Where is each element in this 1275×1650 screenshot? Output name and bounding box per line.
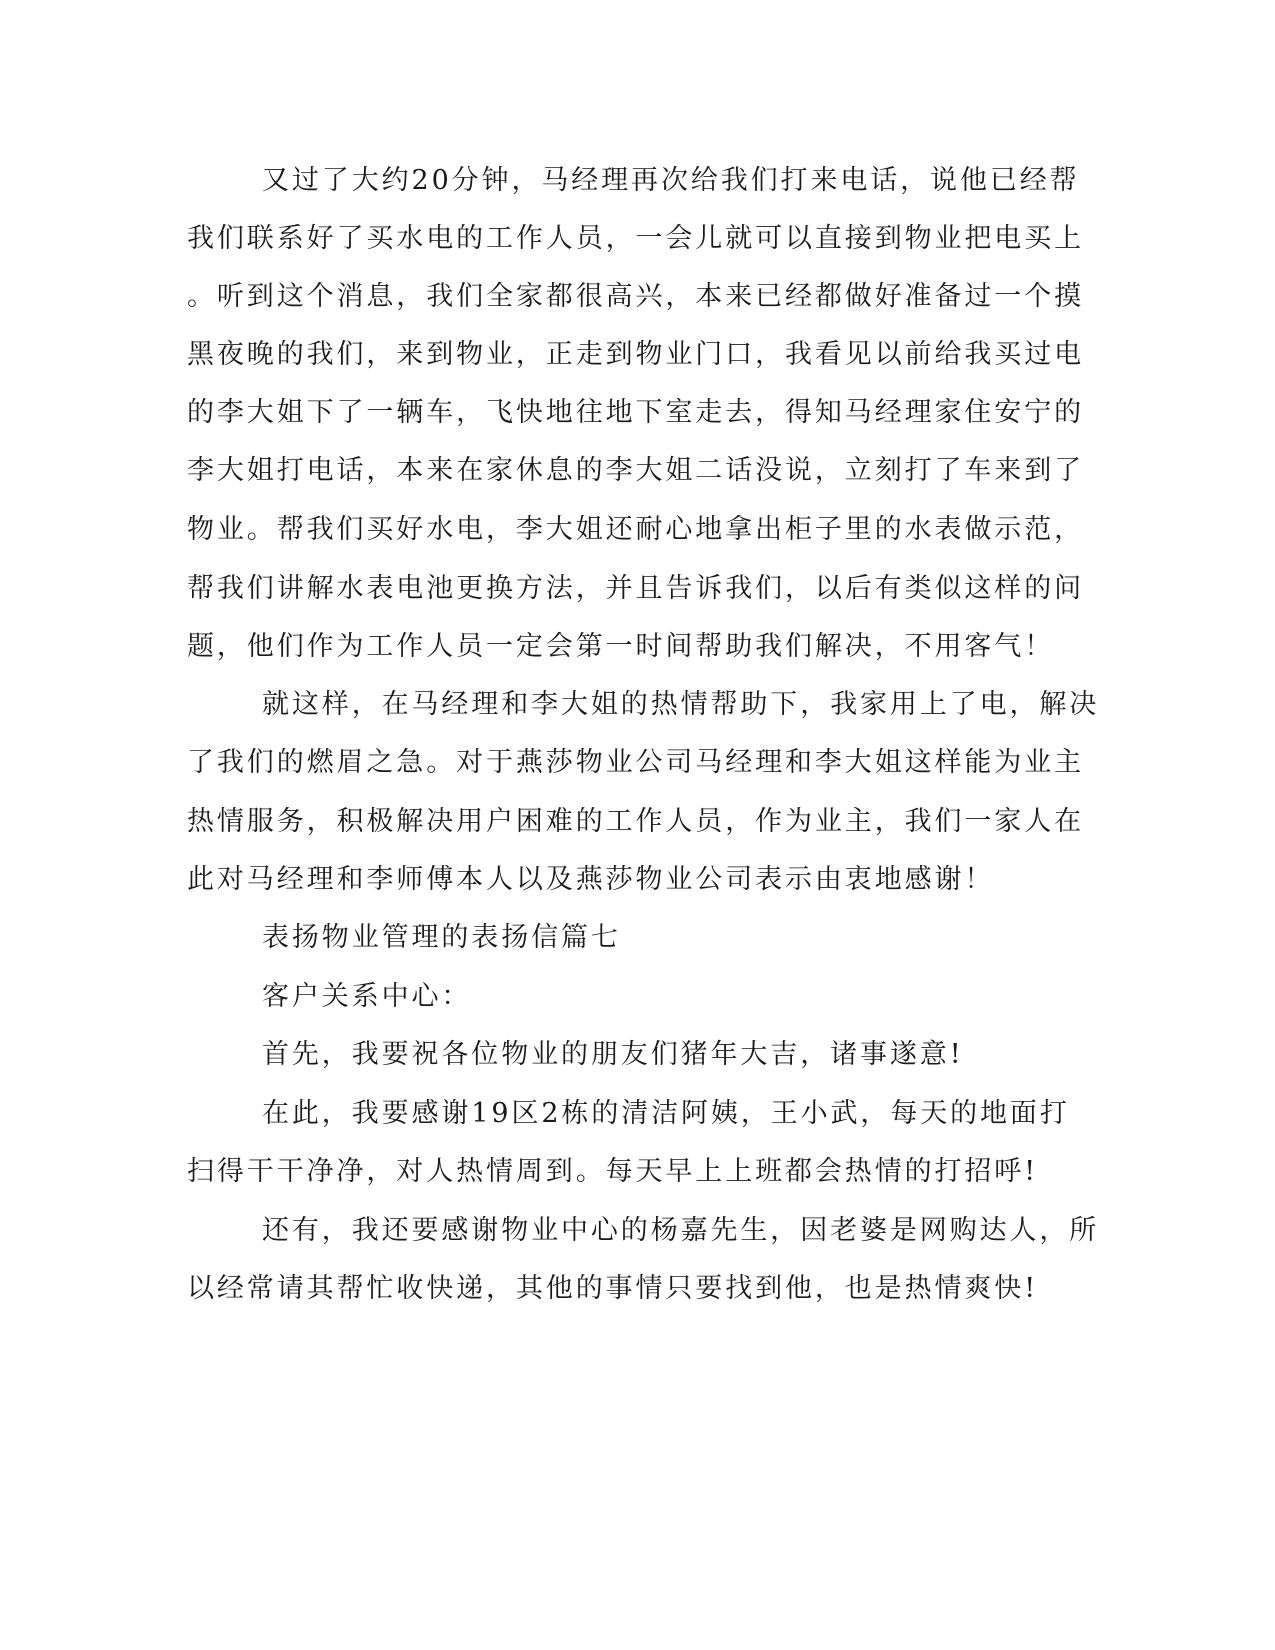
paragraph-2-line-3: 热情服务，积极解决用户困难的工作人员，作为业主，我们一家人在 xyxy=(187,806,1084,837)
paragraph-2-line-4: 此对马经理和李师傅本人以及燕莎物业公司表示由衷地感谢！ xyxy=(187,864,995,895)
paragraph-1-line-1: 又过了大约20分钟，马经理再次给我们打来电话，说他已经帮 xyxy=(262,165,1080,196)
paragraph-1-line-5: 的李大姐下了一辆车，飞快地往地下室走去，得知马经理家住安宁的 xyxy=(187,397,1084,428)
paragraph-thanks-cleaner-line-2: 扫得干干净净，对人热情周到。每天早上上班都会热情的打招呼! xyxy=(187,1156,1038,1187)
paragraph-1-line-4: 黑夜晚的我们，来到物业，正走到物业门口，我看见以前给我买过电 xyxy=(187,339,1084,370)
paragraph-1-line-7: 物业。帮我们买好水电，李大姐还耐心地拿出柜子里的水表做示范， xyxy=(187,514,1084,545)
paragraph-thanks-staff-line-1: 还有，我还要感谢物业中心的杨嘉先生，因老婆是网购达人，所 xyxy=(262,1215,1100,1246)
paragraph-1-line-8: 帮我们讲解水表电池更换方法，并且告诉我们，以后有类似这样的问 xyxy=(187,573,1084,604)
paragraph-2-line-2: 了我们的燃眉之急。对于燕莎物业公司马经理和李大姐这样能为业主 xyxy=(187,747,1084,778)
salutation: 客户关系中心： xyxy=(262,981,472,1012)
paragraph-2-line-1: 就这样，在马经理和李大姐的热情帮助下，我家用上了电，解决 xyxy=(262,689,1100,720)
paragraph-thanks-cleaner-line-1: 在此，我要感谢19区2栋的清洁阿姨，王小武，每天的地面打 xyxy=(262,1098,1070,1129)
paragraph-1-line-2: 我们联系好了买水电的工作人员，一会儿就可以直接到物业把电买上 xyxy=(187,223,1084,254)
paragraph-1-line-3: 。听到这个消息，我们全家都很高兴，本来已经都做好准备过一个摸 xyxy=(187,281,1084,312)
greeting-line: 首先，我要祝各位物业的朋友们猪年大吉，诸事遂意! xyxy=(262,1039,964,1070)
section-heading: 表扬物业管理的表扬信篇七 xyxy=(262,922,621,953)
paragraph-1-line-6: 李大姐打电话，本来在家休息的李大姐二话没说，立刻打了车来到了 xyxy=(187,455,1084,486)
paragraph-thanks-staff-line-2: 以经常请其帮忙收快递，其他的事情只要找到他，也是热情爽快! xyxy=(187,1273,1038,1304)
paragraph-1-line-9: 题，他们作为工作人员一定会第一时间帮助我们解决，不用客气！ xyxy=(187,631,1055,662)
